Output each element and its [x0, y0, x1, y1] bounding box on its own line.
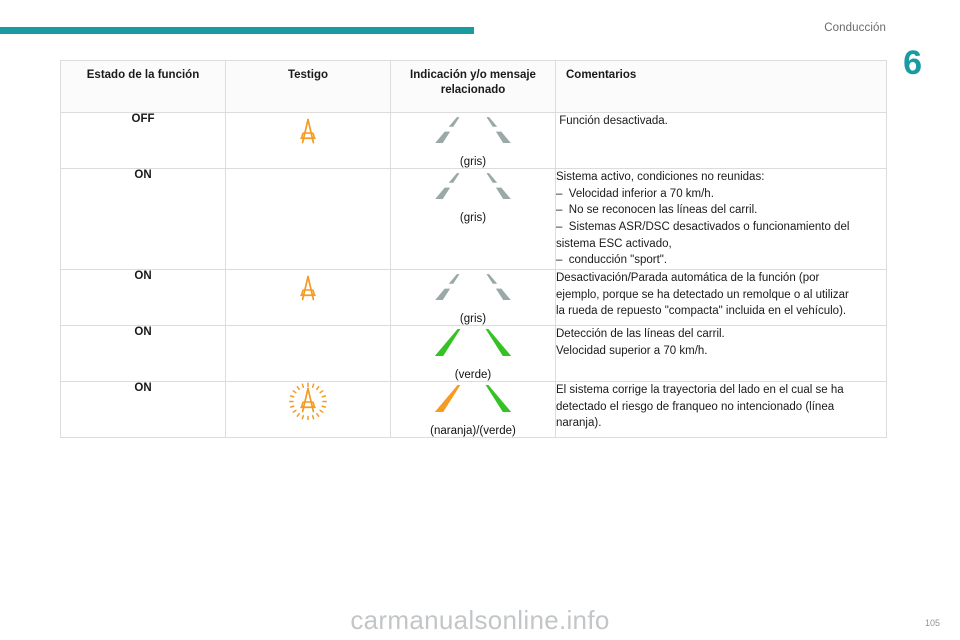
comment-line: detectado el riesgo de franqueo no intencionado (línea: [556, 400, 835, 413]
table-header-row: [61, 61, 887, 113]
comment-line: – No se reconocen las líneas del carril.: [556, 204, 758, 217]
header-section-title: Conducción: [824, 22, 886, 34]
table-row: [61, 169, 887, 270]
comment-line: la rueda de repuesto "compacta" incluida en el vehículo).: [556, 305, 847, 318]
cell-indicacion: [391, 270, 556, 326]
cell-estado-funcion: ON: [61, 270, 226, 326]
comment-line: naranja).: [556, 417, 602, 430]
cell-testigo: [226, 326, 391, 382]
table-row: [61, 382, 887, 438]
cell-indicacion: [391, 113, 556, 169]
comment-line: Función desactivada.: [556, 115, 668, 127]
lane-lines-dashed-graphic: [425, 113, 521, 149]
cell-indicacion: [391, 326, 556, 382]
lane-lines-solid-graphic: [425, 326, 521, 362]
lane-lines-dashed-graphic: [425, 270, 521, 306]
footer-watermark: carmanualsonline.info: [350, 605, 610, 635]
lane-lines-solid-graphic: [425, 382, 521, 418]
comment-line: – Velocidad inferior a 70 km/h.: [556, 187, 714, 200]
cell-estado-funcion: OFF: [61, 113, 226, 169]
indication-color-caption: (gris): [459, 313, 487, 326]
function-status-table: [60, 60, 887, 438]
comment-line: El sistema corrige la trayectoria del lado en el cual se ha: [556, 384, 844, 397]
column-header-comentarios: Comentarios: [556, 61, 887, 113]
cell-estado-funcion: ON: [61, 169, 226, 270]
table-body: [61, 113, 887, 438]
lane-keeping-assist-icon: [289, 270, 327, 308]
footer-page-number: 105: [924, 618, 940, 628]
cell-indicacion: [391, 169, 556, 270]
indication-color-caption: (verde): [454, 369, 492, 382]
header-accent-rule: [0, 27, 474, 34]
cell-comentarios: [556, 326, 887, 382]
comment-line: Velocidad superior a 70 km/h.: [556, 344, 708, 357]
comment-line: Detección de las líneas del carril.: [556, 328, 725, 341]
lane-lines-dashed-graphic: [425, 169, 521, 205]
cell-testigo: [226, 113, 391, 169]
cell-comentarios: [556, 169, 887, 270]
column-header-estado: Estado de la función: [61, 61, 226, 113]
comment-line: – conducción "sport".: [556, 254, 668, 267]
cell-estado-funcion: ON: [61, 326, 226, 382]
comment-line: Sistema activo, condiciones no reunidas:: [556, 171, 765, 183]
comment-line: Desactivación/Parada automática de la función (por: [556, 272, 820, 285]
cell-comentarios: [556, 270, 887, 326]
lane-keeping-assist-icon: [289, 113, 327, 151]
cell-testigo: [226, 270, 391, 326]
table-row: [61, 270, 887, 326]
lane-keeping-assist-flashing-icon: [289, 382, 327, 420]
indication-color-caption: (gris): [459, 156, 487, 168]
cell-testigo: [226, 169, 391, 270]
column-header-testigo: Testigo: [226, 61, 391, 113]
indication-color-caption: (naranja)/(verde): [430, 425, 516, 438]
comment-line: sistema ESC activado,: [556, 237, 672, 250]
chapter-number: 6: [903, 44, 922, 82]
cell-estado-funcion: ON: [61, 382, 226, 438]
cell-comentarios: [556, 113, 887, 169]
cell-comentarios: [556, 382, 887, 438]
cell-testigo: [226, 382, 391, 438]
column-header-indicacion: Indicación y/o mensaje relacionado: [391, 61, 556, 113]
comment-line: – Sistemas ASR/DSC desactivados o funcionamiento del: [556, 221, 850, 234]
cell-indicacion: [391, 382, 556, 438]
table-row: [61, 113, 887, 169]
indication-color-caption: (gris): [459, 212, 487, 224]
comment-line: ejemplo, porque se ha detectado un remolque o al utilizar: [556, 288, 849, 301]
table-row: [61, 326, 887, 382]
